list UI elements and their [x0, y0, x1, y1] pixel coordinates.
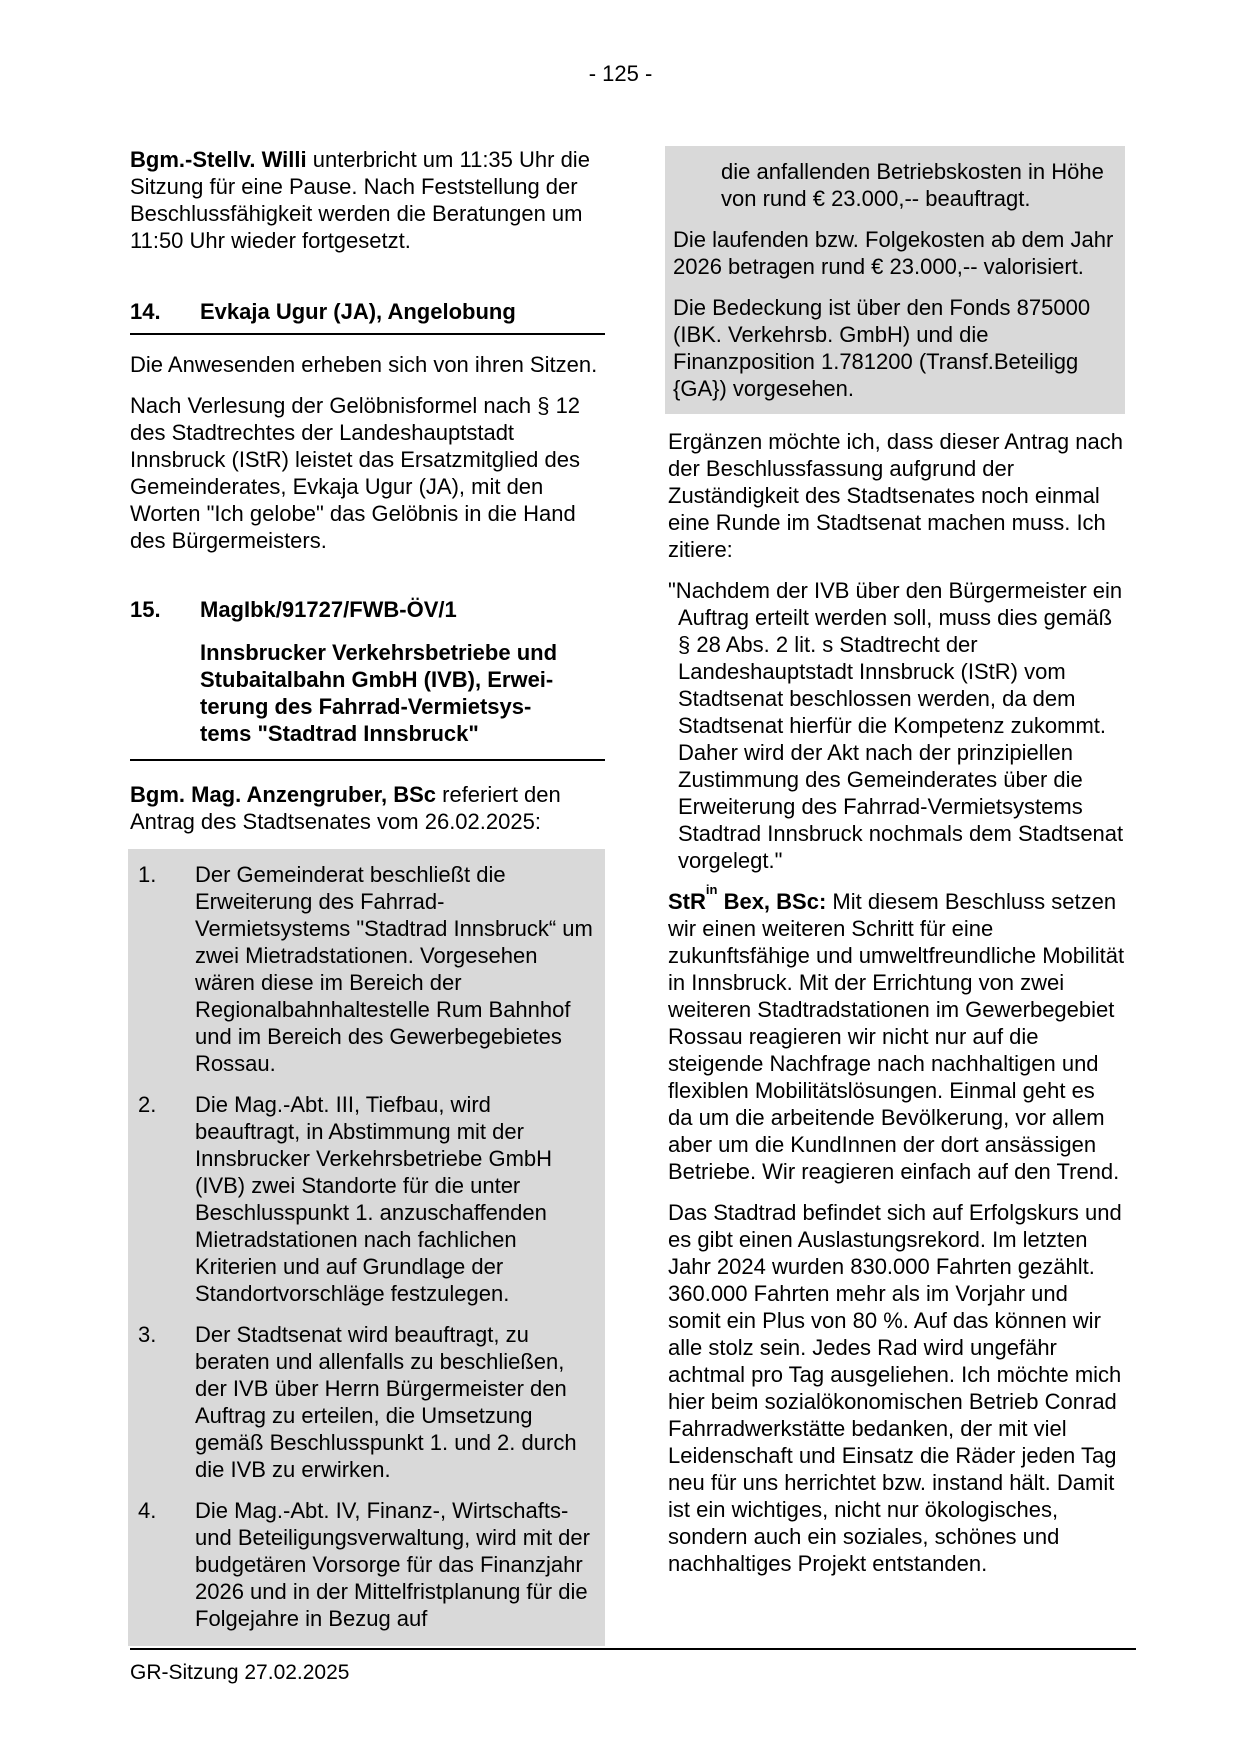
item14-paragraph: Nach Verlesung der Gelöbnisformel nach § 12 des Stadtrechtes der Landeshauptstadt Innsbruck (IStR) leistet das Ersatzmitglied des Gemeinderates, Evkaja Ugur (JA), mit den Worten "Ich gelobe" das Gelöbnis in die Hand des Bürgermeisters. — [130, 393, 581, 553]
funding-paragraph: Die Bedeckung ist über den Fonds 875000 (IBK. Verkehrsb. GmbH) und die Finanzposition 1.781200 (Transf.Beteiligg {GA}) vorgesehen. — [673, 295, 1091, 401]
speaker-name-rest: Bex, BSc: — [717, 889, 827, 914]
bex-statement-paragraph — [668, 881, 1125, 1185]
stadtrad-success-paragraph: Das Stadtrad befindet sich auf Erfolgskurs und es gibt einen Auslastungsrekord. Im letzten Jahr 2024 wurden 830.000 Fahrten gezählt. 360.000 Fahrten mehr als im Vorjahr und somit ein Plus von 80 %. Auf das können wir alle stolz sein. Jedes Rad wird ungefähr achtmal pro Tag ausgeliehen. Ich möchte mich hier beim sozialökonomischen Betrieb Conrad Fahrradwerkstätte bedanken, der mit viel Leidenschaft und Einsatz die Räder jeden Tag neu für uns herrichtet bzw. instand hält. Damit ist ein wichtiges, nicht nur ökologisches, sondern auch ein soziales, schönes und nachhaltiges Projekt entstanden. — [668, 1200, 1122, 1576]
right-column — [668, 146, 1125, 1577]
resolution-item-text: Der Stadtsenat wird beauftragt, zu beraten und allenfalls zu beschließen, der IVB über Herrn Bürgermeister den Auftrag zu erteilen, die Umsetzung gemäß Beschlusspunkt 1. und 2. durch die IVB zu erwirken. — [195, 1322, 577, 1482]
resolution-item-number: 4. — [138, 1498, 157, 1523]
agenda-item-15-reference-row — [130, 596, 605, 623]
session-pause-text: unterbricht um 11:35 Uhr die Sitzung für eine Pause. Nach Feststellung der Beschlussfähigkeit werden die Beratungen um 11:50 Uhr wieder fortgesetzt. — [130, 147, 590, 253]
agenda-item-14-number: 14. — [130, 299, 161, 324]
subtitle-line: Innsbrucker Verkehrsbetriebe und — [200, 640, 558, 665]
speaker-name-bex — [668, 881, 827, 914]
page-footer — [130, 1648, 1136, 1686]
resolution-item-number: 2. — [138, 1092, 157, 1117]
agenda-item-15-heading — [130, 596, 605, 761]
bex-statement-text: Mit diesem Beschluss setzen wir einen weiteren Schritt für eine zukunftsfähige und umweltfreundliche Mobilität in Innsbruck. Mit der Errichtung von zwei weiteren Stadtradstationen im Gewerbegebiet Rossau reagieren wir nicht nur auf die steigende Nachfrage nach nachhaltigen und flexiblen Mobilitätslösungen. Einmal geht es da um die arbeitende Bevölkerung, vor allem aber um die KundInnen der dort ansässigen Betriebe. Wir reagieren einfach auf den Trend. — [668, 889, 1125, 1184]
resolution-item-1 — [128, 861, 593, 1077]
footer-text: GR-Sitzung 27.02.2025 — [130, 1661, 350, 1684]
resolution-item-2 — [128, 1091, 593, 1307]
item14-paragraph: Die Anwesenden erheben sich von ihren Sitzen. — [130, 352, 598, 377]
agenda-item-14-heading — [130, 298, 605, 335]
speaker-title: StR — [668, 889, 706, 914]
resolution-item-text: Der Gemeinderat beschließt die Erweiterung des Fahrrad-Vermietsystems "Stadtrad Innsbruck“ um zwei Mietradstationen. Vorgesehen wären diese im Bereich der Regionalbahnhaltestelle Rum Bahnhof und im Bereich des Gewerbegebietes Rossau. — [195, 862, 593, 1076]
speaker-name-anzengruber: Bgm. Mag. Anzengruber, BSc — [130, 782, 437, 807]
cost-paragraph: Die laufenden bzw. Folgekosten ab dem Jahr 2026 betragen rund € 23.000,-- valorisiert. — [673, 227, 1114, 279]
resolution-continuation-highlight — [665, 146, 1125, 414]
agenda-item-15-number: 15. — [130, 597, 161, 622]
resolution-list-highlight — [128, 849, 605, 1646]
referent-text: referiert den Antrag des Stadtsenates vom 26.02.2025: — [130, 782, 561, 834]
speaker-name-willi: Bgm.-Stellv. Willi — [130, 147, 307, 172]
speaker-title-superscript: in — [705, 881, 718, 897]
two-column-body — [130, 146, 1125, 1646]
agenda-item-14-title: Evkaja Ugur (JA), Angelobung — [200, 299, 516, 324]
resolution-item-text: Die Mag.-Abt. III, Tiefbau, wird beauftragt, in Abstimmung mit der Innsbrucker Verkehrsbetriebe GmbH (IVB) zwei Standorte für die unter Beschlusspunkt 1. anzuschaffenden Mietradstationen nach fachlichen Kriterien und auf Grundlage der Standortvorschläge festzulegen. — [195, 1092, 553, 1306]
resolution-item-4-continuation: die anfallenden Betriebskosten in Höhe von rund € 23.000,-- beauftragt. — [721, 159, 1104, 211]
addendum-paragraph: Ergänzen möchte ich, dass dieser Antrag nach der Beschlussfassung aufgrund der Zuständigkeit des Stadtsenates noch einmal eine Runde im Stadtsenat machen muss. Ich zitiere: — [668, 429, 1123, 562]
subtitle-line: Stubaitalbahn GmbH (IVB), Erwei- — [200, 667, 554, 692]
page-number: - 125 - — [588, 61, 653, 86]
resolution-item-number: 3. — [138, 1322, 157, 1347]
subtitle-line: terung des Fahrrad-Vermietsys- — [200, 694, 532, 719]
resolution-item-text: Die Mag.-Abt. IV, Finanz-, Wirtschafts- und Beteiligungsverwaltung, wird mit der budgetären Vorsorge für das Finanzjahr 2026 und in der Mittelfristplanung für die Folgejahre in Bezug auf — [195, 1498, 590, 1631]
referent-paragraph — [130, 781, 605, 835]
resolution-item-number: 1. — [138, 862, 157, 887]
agenda-item-15-reference: MagIbk/91727/FWB-ÖV/1 — [200, 597, 457, 622]
session-pause-paragraph — [130, 146, 605, 254]
subtitle-line: tems "Stadtrad Innsbruck" — [200, 721, 479, 746]
quote-paragraph: "Nachdem der IVB über den Bürgermeister ein Auftrag erteilt werden soll, muss dies gemäß § 28 Abs. 2 lit. s Stadtrecht der Landeshauptstadt Innsbruck (IStR) vom Stadtsenat beschlossen werden, da dem Stadtsenat hierfür die Kompetenz zukommt. Daher wird der Akt nach der prinzipiellen Zustimmung des Gemeinderates über die Erweiterung des Fahrrad-Vermietsystems Stadtrad Innsbruck nochmals dem Stadtsenat vorgelegt." — [668, 578, 1124, 873]
resolution-item-3 — [128, 1321, 593, 1483]
agenda-item-15-subtitle — [200, 639, 605, 747]
left-column — [130, 146, 605, 1646]
resolution-item-4 — [128, 1497, 593, 1632]
